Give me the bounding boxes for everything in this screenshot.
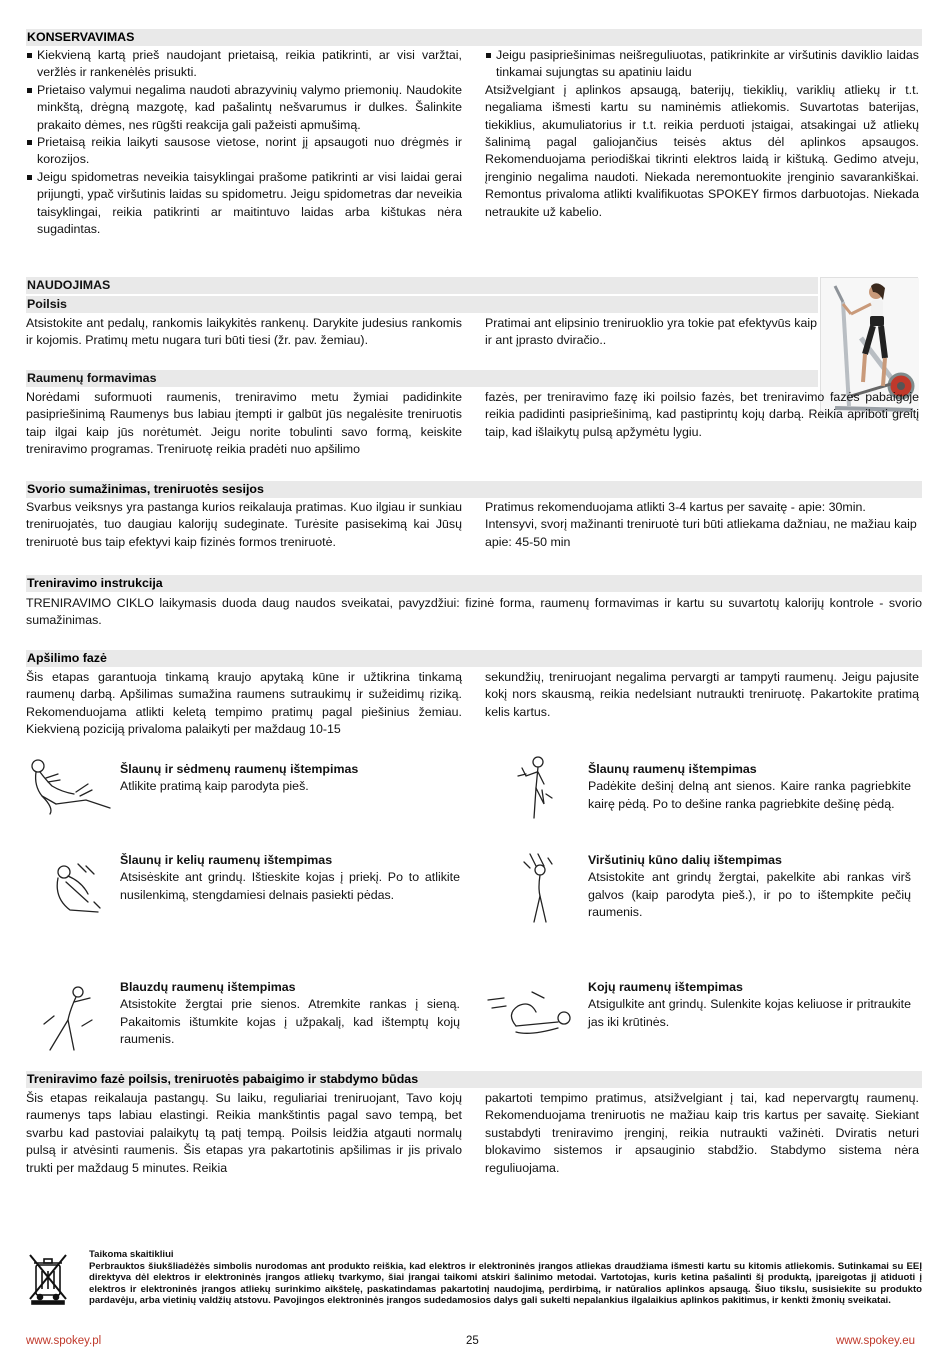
poilsis-faze-right-text: pakartoti tempimo pratimus, atsižvelgiant į tai, kad nepervargtų raumenų. Rekomenduojama treniruotis ne mažiau kaip tris kartus per savaitę. Siekiant sustabdyti treniravimo įrenginį, reikia nutraukti važinėti. Dviratis neturi blokavimo sistemos ir apsauginio stabdžio. Stabdymo sistema nėra reguliuojama. [485,1091,919,1175]
poilsis-faze-left-text: Šis etapas reikalauja pastangų. Su laiku, reguliariai treniruojant, Tavo kojų raumenys taps labiau elastingi. Reikia mankštintis pagal savo tempą, bet svarbu kad pastoviai palaikytų tą patį tempą. Poilsis leidžia atgauti normalų pulsą ir atvėsinti raumenis. Šis etapas yra pakartotinis apšilimas ir jis privalo trukti per maždaug 5 minutes. Reikia [26,1091,462,1175]
disposal-notice-text: Perbrauktos šiukšliadėžės simbolis nurodomas ant produkto reiškia, kad elektros ir elektroninės įrangos atliekas draudžiama išmesti kartu su kitomis atliekomis. Sutinkamai su EEĮ direktyva dėl elektros ir elektroninės įrangos atliekų tvarkymo, šiai įrangai taikomi atskiri šalinimo metodai. Vartotojas, kuris ketina pašalinti šį produktą, įpareigotas jį atiduoti į elektros ir elektroninės įrangos atliekų surinkimo aikštelę, paskatindamas pakartotinį naudojimą, perdirbimą, ir natūralios aplinkos apsaugą. Šiuo tikslu, susisiekite su produkto pardavėju, arba vietinių valdžių atstovu. Pavojingos elektroninės įrangos sudedamosios dalys gali sukelti nepalankius ilgalaikius aplinkos pakitimus, ir kenkti žmonių sveikatai. [89,1260,922,1307]
apsilimo-right-text: sekundžių, treniruojant negalima pervargti ar tampyti raumenų. Jeigu pajusite kokį nors skausmą, reikia nedelsiant nutraukti treniruotę. Pakartokite pratimą kelis kartus. [485,670,919,719]
footer-link-right[interactable]: www.spokey.eu [836,1335,916,1347]
exercise-4 [588,852,911,922]
raumenu-right-text: fazės, per treniravimo fazę iki poilsio fazės, bet treniravimo fazės pabaigoje reikia padidinti pasipriešinimą, kad pastiprintų kojų darbą. Reikia apriboti greitį taip, kad išlaikytų pulsą apžymėtu lygiu. [485,390,919,439]
subheader-poilsis: Poilsis [26,296,818,313]
konservavimas-right-column [485,47,919,221]
exercise-title: Blauzdų raumenų ištempimas [120,980,296,994]
disposal-notice-title: Taikoma skaitikliui [89,1249,174,1260]
list-item: Prietaiso valymui negalima naudoti abrazyvinių valymo priemonių. Naudokite minkštą, drėgną mazgotę, kad pašalintų nešvarumus ir dulkes. Šalinkite prakaito dėmes, nes rūgšti reakcija gali pažeisti apmušimą. [26,82,462,134]
konservavimas-left-column [26,47,462,238]
exercise-title: Šlaunų raumenų ištempimas [588,762,757,776]
exercise-title: Šlaunų ir kelių raumenų ištempimas [120,853,333,867]
svorio-right-text: Pratimus rekomenduojama atlikti 3-4 kartus per savaitę - apie: 30min. Intensyvi, svorį mažinanti treniruotė turi būti atliekama dažniau, ne mažiau kaip apie: 45-50 min [485,500,917,549]
subheader-svorio-sumazinimas: Svorio sumažinimas, treniruotės sesijos [26,481,922,498]
exercise-6 [588,979,911,1031]
exercise-text: Atlikite pratimą kaip parodyta pieš. [120,779,309,794]
page-number: 25 [466,1335,479,1347]
exercise-1 [120,761,460,796]
exercise-3 [120,852,460,904]
section-header-poilsis-faze: Treniravimo fazė poilsis, treniruotės pabaigimo ir stabdymo būdas [26,1071,922,1088]
quad-stretch-figure [512,754,558,822]
footer-link-left[interactable]: www.spokey.pl [26,1335,102,1347]
exercise-2 [588,761,911,813]
exercise-title: Šlaunų ir sėdmenų raumenų ištempimas [120,762,359,776]
section-header-naudojimas: NAUDOJIMAS [26,277,818,294]
svorio-left-text: Svarbus veiksnys yra pastanga kurios reikalauja pratimas. Kuo ilgiau ir sunkiau treniruojatės, tuo daugiau kalorijų sudeginate. Turėsite pasisekimą kai Jūsų treniruotė bus taip efektyvi kaip fizinės formos treniruotė. [26,500,462,549]
list-item: Prietaisą reikia laikyti sausose vietose, norint jį apsaugoti nuo drėgmės ir korozijos. [26,134,462,169]
subheader-raumenu-formavimas: Raumenų formavimas [26,370,818,387]
overhead-stretch-figure [516,852,560,926]
knees-to-chest-figure [486,988,576,1038]
instrukcija-text: TRENIRAVIMO CIKLO laikymasis duoda daug naudos sveikatai, pavyzdžiui: fizinė forma, raumenų formavimas ir kartu su suvartotų kalorijų kontrole - svorio sumažinimas. [26,596,922,628]
list-item: Jeigu pasipriešinimas neišreguliuotas, patikrinkite ar viršutinis daviklio laidas tinkamai sujungtas su apatiniu laidu [485,47,919,82]
exercise-title: Kojų raumenų ištempimas [588,980,743,994]
exercise-text: Atsistokite ant grindų žergtai, pakelkite abi rankas virš galvos (kaip parodyta pieš.), ir po to ištempkite pečių raumenis. [588,870,911,920]
raumenu-left-text: Norėdami suformuoti raumenis, treniravimo metu žymiai padidinkite pasipriešinimą Raumenys bus labiau įtempti ir galbūt jūs negalėsite treniruotis taip ilgai kaip jūs norėtumėt. Jeigu norite tobulinti savo formą, keiskite treniravimo programas. Treniruotę reikia pradėti nuo apšilimo [26,390,462,457]
exercise-text: Atsisėskite ant grindų. Ištieskite kojas į priekį. Po to atlikite nusilenkimą, stengdamiesi delnais pasiekti pėdas. [120,870,460,902]
apsilimo-left-text: Šis etapas garantuoja tinkamą kraujo apytaką kūne ir užtikrina tinkamą raumenų darbą. Apšilimas sumažina raumens sutraukimų ir sužeidimų riziką. Rekomenduojama atlikti keletą tempimo pratimų pagal piešinius žemiau. Kiekvieną poziciją privaloma palaikyti per maždaug 10-15 [26,670,462,737]
section-header-konservavimas: KONSERVAVIMAS [26,29,922,46]
calf-stretch-figure [40,980,100,1054]
section-header-instrukcija: Treniravimo instrukcija [26,575,922,592]
exercise-text: Padėkite dešinį delną ant sienos. Kaire ranka pagriebkite kairę pėdą. Po to dešine ranka pagriebkite dešinę pėdą. [588,779,911,811]
disposal-paragraph: Atsižvelgiant į aplinkos apsaugą, baterijų, tiekiklių, variklių atliekų ir t.t. negaliama išmesti kartu su naminėmis atliekomis. Suvartotas baterijas, tiekiklius, akumuliatorius ir t.t. reikia perduoti įstaigai, atsakingai už atliekų šalinimą pagal galiojančius teisės aktus dėl aplinkos apsaugos. Rekomenduojama periodiškai tikrinti elektros laidą ir kištuką. Gedimo atveju, įrenginio negalima naudoti. Niekada neremontuokite įrenginio savarankiškai. Remontus privaloma atlikti kvalifikuotas SPOKEY firmos darbuotojas. Niekada netraukite už kabelio. [485,82,919,219]
seated-forward-bend-figure [48,858,104,920]
crossed-bin-icon [28,1253,68,1305]
exercise-text: Atsistokite žergtai prie sienos. Atremkite rankas į sieną. Pakaitomis ištumkite kojas į užpakalį, kad ištemptų kojų raumenis. [120,997,460,1047]
exercise-title: Viršutinių kūno dalių ištempimas [588,853,782,867]
exercise-5 [120,979,460,1049]
list-item: Jeigu spidometras neveikia taisyklingai prašome patikrinti ar visi laidai gerai prijungti, ypač viršutinis laidas su spidometru. Jeigu spidometras dar neveikia taisyklingai, reikia patikrinti ar maitintuvo laidas arba kištukas nėra sugadintas. [26,169,462,239]
section-header-apsilimo: Apšilimo fazė [26,650,922,667]
poilsis-left-text: Atsistokite ant pedalų, rankomis laikykitės rankenų. Darykite judesius rankomis ir kojomis. Pratimų metu nugara turi būti tiesi (žr. pav. žemiau). [26,316,462,348]
disposal-notice [89,1249,922,1307]
list-item: Kiekvieną kartą prieš naudojant prietaisą, reikia patikrinti, ar visi varžtai, veržlės ir rankenėlės prisukti. [26,47,462,82]
lunge-stretch-figure [26,756,114,818]
exercise-text: Atsigulkite ant grindų. Sulenkite kojas keliuose ir pritraukite jas iki krūtinės. [588,997,911,1029]
poilsis-right-text: Pratimai ant elipsinio treniruoklio yra tokie pat efektyvūs kaip ir ant įprasto dviračio.. [485,316,817,348]
